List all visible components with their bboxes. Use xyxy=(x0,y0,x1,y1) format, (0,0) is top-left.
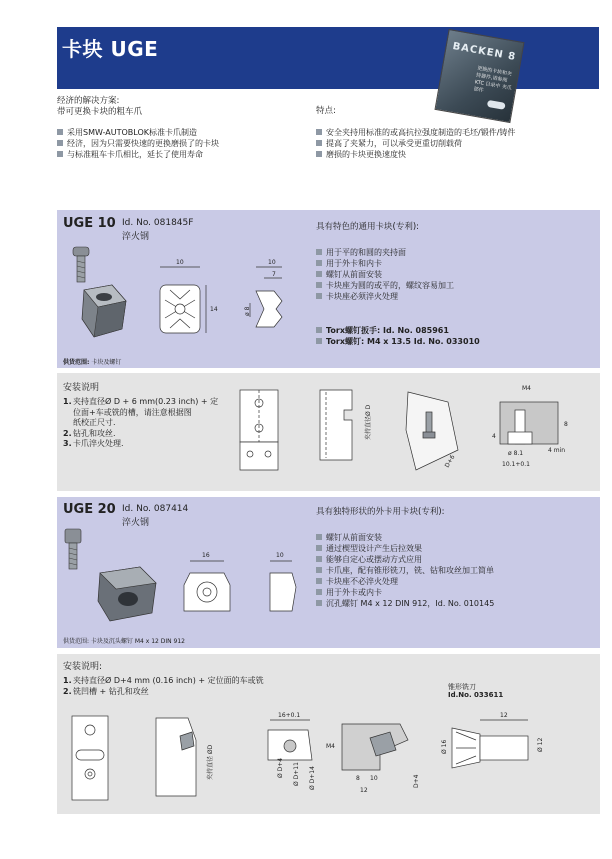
jaw-side-view xyxy=(156,718,196,796)
list-item: 卡块座不必淬火处理 xyxy=(316,576,494,587)
bullet-square-icon xyxy=(316,249,322,255)
jaw-block-icon xyxy=(82,285,126,337)
intro-bullets xyxy=(57,127,219,160)
intro-heading-1: 经济的解决方案: xyxy=(57,96,120,106)
uge10-id: Id. No. 081845F xyxy=(122,218,194,228)
bullet-square-icon xyxy=(57,129,63,135)
dim-label: ø 8 xyxy=(244,306,251,316)
list-item: Torx螺钉扳手: Id. No. 085961 xyxy=(316,325,480,336)
dim-label: 7 xyxy=(272,271,276,278)
dim-label: Ø D+11 xyxy=(293,762,300,786)
features-title: 特点: xyxy=(316,106,336,116)
uge20-scope: 供货范围: 卡块及沉头螺钉 M4 x 12 DIN 912 xyxy=(63,638,185,645)
dim-label: D+4 xyxy=(413,774,420,788)
list-item: 卡爪座，配有锥形铣刀，铣、钻和攻丝加工简单 xyxy=(316,565,494,576)
dim-label: Ø 12 xyxy=(537,737,544,752)
jaw-top-view xyxy=(240,390,278,470)
uge20-material: 淬火钢 xyxy=(122,518,150,528)
list-item: 1.夹持直径Ø D+4 mm (0.16 inch) + 定位面的车或铣 xyxy=(63,676,264,685)
dim-label: D+6 xyxy=(443,453,457,469)
dim-label: 10 xyxy=(176,259,184,266)
dim-label: 10 xyxy=(268,259,276,266)
bullet-square-icon xyxy=(316,151,322,157)
features-bullets xyxy=(316,127,515,160)
scope-label: 供货范围: xyxy=(63,359,90,366)
bullet-square-icon xyxy=(316,282,322,288)
side-view-drawing xyxy=(250,267,282,327)
bullet-square-icon xyxy=(316,545,322,551)
screw-icon xyxy=(73,247,89,282)
list-item: 螺钉从前面安装 xyxy=(316,532,494,543)
uge20-id: Id. No. 087414 xyxy=(122,504,189,514)
list-item: 2.钻孔和攻丝. xyxy=(63,428,116,438)
uge10-bullets xyxy=(316,247,454,302)
dim-label: 14 xyxy=(210,306,218,313)
list-item: 3.卡爪淬火处理. xyxy=(63,439,124,448)
list-item: 卡块座为圆的或平的，螺纹容易加工 xyxy=(316,280,454,291)
scope-text: 卡块及螺钉 xyxy=(91,359,122,366)
section-view xyxy=(500,402,558,444)
list-item: 采用SMW-AUTOBLOK标准卡爪制造 xyxy=(57,127,219,138)
cutter-title: 锥形铣刀 xyxy=(448,683,476,691)
list-item: 纸校正尺寸. xyxy=(73,418,116,427)
uge10-name: UGE 10 xyxy=(63,216,116,231)
dim-label: M4 xyxy=(522,385,531,392)
side-view-drawing xyxy=(270,561,296,611)
list-item: 1.夹持直径Ø D + 6 mm(0.23 inch) + 定 xyxy=(63,397,219,406)
bullet-square-icon xyxy=(57,140,63,146)
list-item: 位面+车或铣的槽，请注意根据图 xyxy=(73,407,192,417)
uge10-scope xyxy=(63,357,121,366)
bullet-square-icon xyxy=(316,293,322,299)
intro-heading xyxy=(57,96,142,118)
install20-title: 安装说明: xyxy=(63,662,103,672)
uge20-bullets xyxy=(316,532,494,609)
list-item: 2.铣凹槽 + 钻孔和攻丝 xyxy=(63,686,149,696)
dim-label: 10.1+0.1 xyxy=(502,461,530,468)
install10-steps xyxy=(63,397,218,450)
uge20-name: UGE 20 xyxy=(63,502,116,517)
cap-screw-icon xyxy=(65,529,81,569)
list-item: 安全夹持用标准的或高抗拉强度制造的毛坯/锻件/铸件 xyxy=(316,127,515,138)
uge10-tools xyxy=(316,325,480,347)
bullet-square-icon xyxy=(316,338,322,344)
cutter-id: Id.No. 033611 xyxy=(448,691,504,699)
book-logo xyxy=(487,100,506,110)
book-title: BACKEN 8 xyxy=(451,40,517,63)
dim-label: 10 xyxy=(276,552,284,559)
catalog-book-image xyxy=(434,29,524,123)
list-item: 能够自定心或摆动方式应用 xyxy=(316,554,494,565)
dim-label: 10 xyxy=(370,775,378,782)
list-item: 用于外卡或内卡 xyxy=(316,587,494,598)
bullet-square-icon xyxy=(316,140,322,146)
intro-heading-2: 带可更换卡块的粗车爪 xyxy=(57,107,143,117)
clamp-label: 夹持直径 ØD xyxy=(207,744,214,780)
dim-label: 8 xyxy=(564,421,568,428)
uge10-material: 淬火钢 xyxy=(122,232,150,242)
dim-label: Ø 16 xyxy=(441,739,448,754)
dim-label: 8 xyxy=(356,775,360,782)
list-item: 卡块座必须淬火处理 xyxy=(316,291,454,302)
list-item: 磨损的卡块更换速度快 xyxy=(316,149,515,160)
cutter-drawing xyxy=(452,720,528,768)
jaw-cross-section xyxy=(342,724,408,770)
bullet-square-icon xyxy=(316,578,322,584)
install10-title: 安装说明 xyxy=(63,383,100,393)
dim-label: ø 8.1 xyxy=(508,450,524,457)
list-item: 沉孔螺钉 M4 x 12 DIN 912，Id. No. 010145 xyxy=(316,598,494,609)
bullet-square-icon xyxy=(316,567,322,573)
bullet-square-icon xyxy=(316,589,322,595)
bullet-square-icon xyxy=(316,260,322,266)
bullet-square-icon xyxy=(316,534,322,540)
uge10-drawings xyxy=(60,245,300,350)
front-view-drawing xyxy=(184,561,230,611)
dim-label: 16+0.1 xyxy=(278,712,301,719)
section-view xyxy=(268,720,312,760)
book-text: 更换的卡块和夹持器件,请参阅 KTC 目录中 夹爪部件 xyxy=(473,65,513,94)
front-view-drawing xyxy=(160,267,206,333)
bullet-square-icon xyxy=(57,151,63,157)
dim-label: Ø D+4 xyxy=(277,757,284,778)
dim-label: M4 xyxy=(326,743,335,750)
uge20-desc-title: 具有独特形状的外卡用卡块(专利): xyxy=(316,507,445,517)
dim-label: Ø D+14 xyxy=(309,766,316,790)
clamp-label: 夹持直径Ø D xyxy=(365,404,372,440)
jaw-side-view xyxy=(320,390,352,460)
install10-drawings xyxy=(230,380,600,485)
list-item: 通过楔型设计产生后拉效果 xyxy=(316,543,494,554)
dim-label: 12 xyxy=(500,712,508,719)
jaw-block-icon xyxy=(98,567,156,621)
list-item: 经济，因为只需要快速的更换磨损了的卡块 xyxy=(57,138,219,149)
page-title: 卡块 UGE xyxy=(62,37,159,61)
list-item: 提高了夹紧力，可以承受更重切削载荷 xyxy=(316,138,515,149)
dim-label: 12 xyxy=(360,787,368,794)
bullet-square-icon xyxy=(316,129,322,135)
dim-label: 4 min xyxy=(548,447,566,454)
uge20-drawings xyxy=(60,525,310,625)
list-item: Torx螺钉: M4 x 13.5 Id. No. 033010 xyxy=(316,336,480,347)
bullet-square-icon xyxy=(316,327,322,333)
list-item: 用于平的和圆的夹持面 xyxy=(316,247,454,258)
bullet-square-icon xyxy=(316,556,322,562)
install20-drawings xyxy=(60,700,600,810)
install20-steps xyxy=(63,676,264,697)
list-item: 螺钉从前面安装 xyxy=(316,269,454,280)
uge10-desc-title: 具有特色的通用卡块(专利): xyxy=(316,222,419,232)
bullet-square-icon xyxy=(316,271,322,277)
dim-label: 16 xyxy=(202,552,210,559)
jaw-top-view xyxy=(72,716,108,800)
dim-label: 4 xyxy=(492,433,496,440)
list-item: 用于外卡和内卡 xyxy=(316,258,454,269)
list-item: 与标准粗车卡爪相比，延长了使用寿命 xyxy=(57,149,219,160)
bullet-square-icon xyxy=(316,600,322,606)
